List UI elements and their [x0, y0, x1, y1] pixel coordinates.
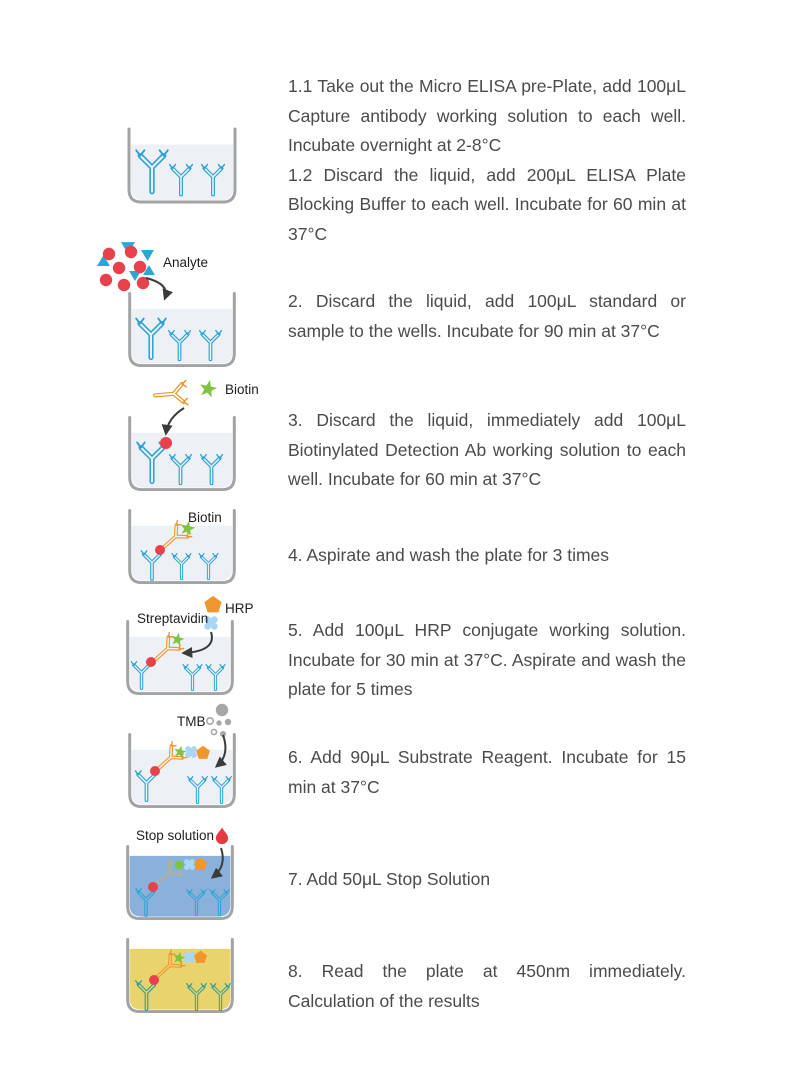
- well-coated-icon: [124, 123, 240, 211]
- step-8-text: [288, 957, 686, 1016]
- tmb-label: TMB: [177, 714, 206, 729]
- analyte-cluster-icon: [97, 242, 155, 291]
- step-2-paragraph: 2. Discard the liquid, add 100μL standard or sample to the wells. Incubate for 90 min at 37°C: [288, 291, 686, 341]
- step-1-2-paragraph: 1.2 Discard the liquid, add 200μL ELISA Plate Blocking Buffer to each well. Incubate for 60 min at 37°C: [288, 164, 686, 244]
- well-read-icon: [120, 936, 242, 1018]
- tmb-dots-icon: [207, 704, 231, 737]
- analyte-dot-icon: [148, 882, 158, 892]
- streptavidin-label: Streptavidin: [137, 611, 209, 626]
- biotin-bound-label: Biotin: [188, 510, 222, 525]
- step-8-paragraph: 8. Read the plate at 450nm immediately. Calculation of the results: [288, 961, 686, 1011]
- arrow-icon: [166, 408, 184, 433]
- analyte-dot-icon: [146, 657, 156, 667]
- biotin-dot-icon: [175, 861, 184, 870]
- step-6-text: [288, 743, 686, 802]
- stop-solution-label: Stop solution: [136, 828, 215, 843]
- step-5-text: [288, 616, 686, 705]
- step-2-text: [288, 287, 686, 346]
- biotin-label: Biotin: [225, 382, 259, 397]
- arrow-icon: [146, 278, 166, 298]
- well-washed-icon: [124, 505, 240, 587]
- hrp-pentagon-icon: [204, 596, 221, 612]
- step-1-1-paragraph: 1.1 Take out the Micro ELISA pre-Plate, add 100μL Capture antibody working solution to each well. Incubate overnight at 2-8°C: [288, 76, 686, 155]
- step-3-text: [288, 406, 686, 495]
- analyte-dot-icon: [150, 766, 160, 776]
- step-4-paragraph: 4. Aspirate and wash the plate for 3 times: [288, 545, 610, 565]
- analyte-label: Analyte: [163, 255, 209, 270]
- step-4-text: [288, 541, 686, 571]
- detection-antibody-icon: [154, 381, 188, 408]
- analyte-dot-icon: [149, 975, 159, 985]
- biotin-star-icon: [198, 378, 219, 398]
- step-5-paragraph: 5. Add 100μL HRP conjugate working solution. Incubate for 30 min at 37°C. Aspirate and wash the plate for 5 times: [288, 620, 686, 699]
- hrp-label: HRP: [225, 601, 254, 616]
- step-1-text: [288, 72, 686, 249]
- well-icon: [128, 846, 233, 918]
- hrp-pentagon-icon: [196, 746, 210, 759]
- well-icon: [128, 939, 233, 1011]
- stop-droplet-icon: [216, 828, 228, 844]
- analyte-dot-icon: [160, 437, 172, 449]
- step-3-paragraph: 3. Discard the liquid, immediately add 100μL Biotinylated Detection Ab working solution to each well. Incubate for 60 min at 37°C: [288, 410, 686, 489]
- step-7-paragraph: 7. Add 50μL Stop Solution: [288, 869, 491, 889]
- analyte-dot-icon: [155, 545, 165, 555]
- step-6-paragraph: 6. Add 90μL Substrate Reagent. Incubate for 15 min at 37°C: [288, 747, 686, 797]
- step-7-text: [288, 865, 686, 895]
